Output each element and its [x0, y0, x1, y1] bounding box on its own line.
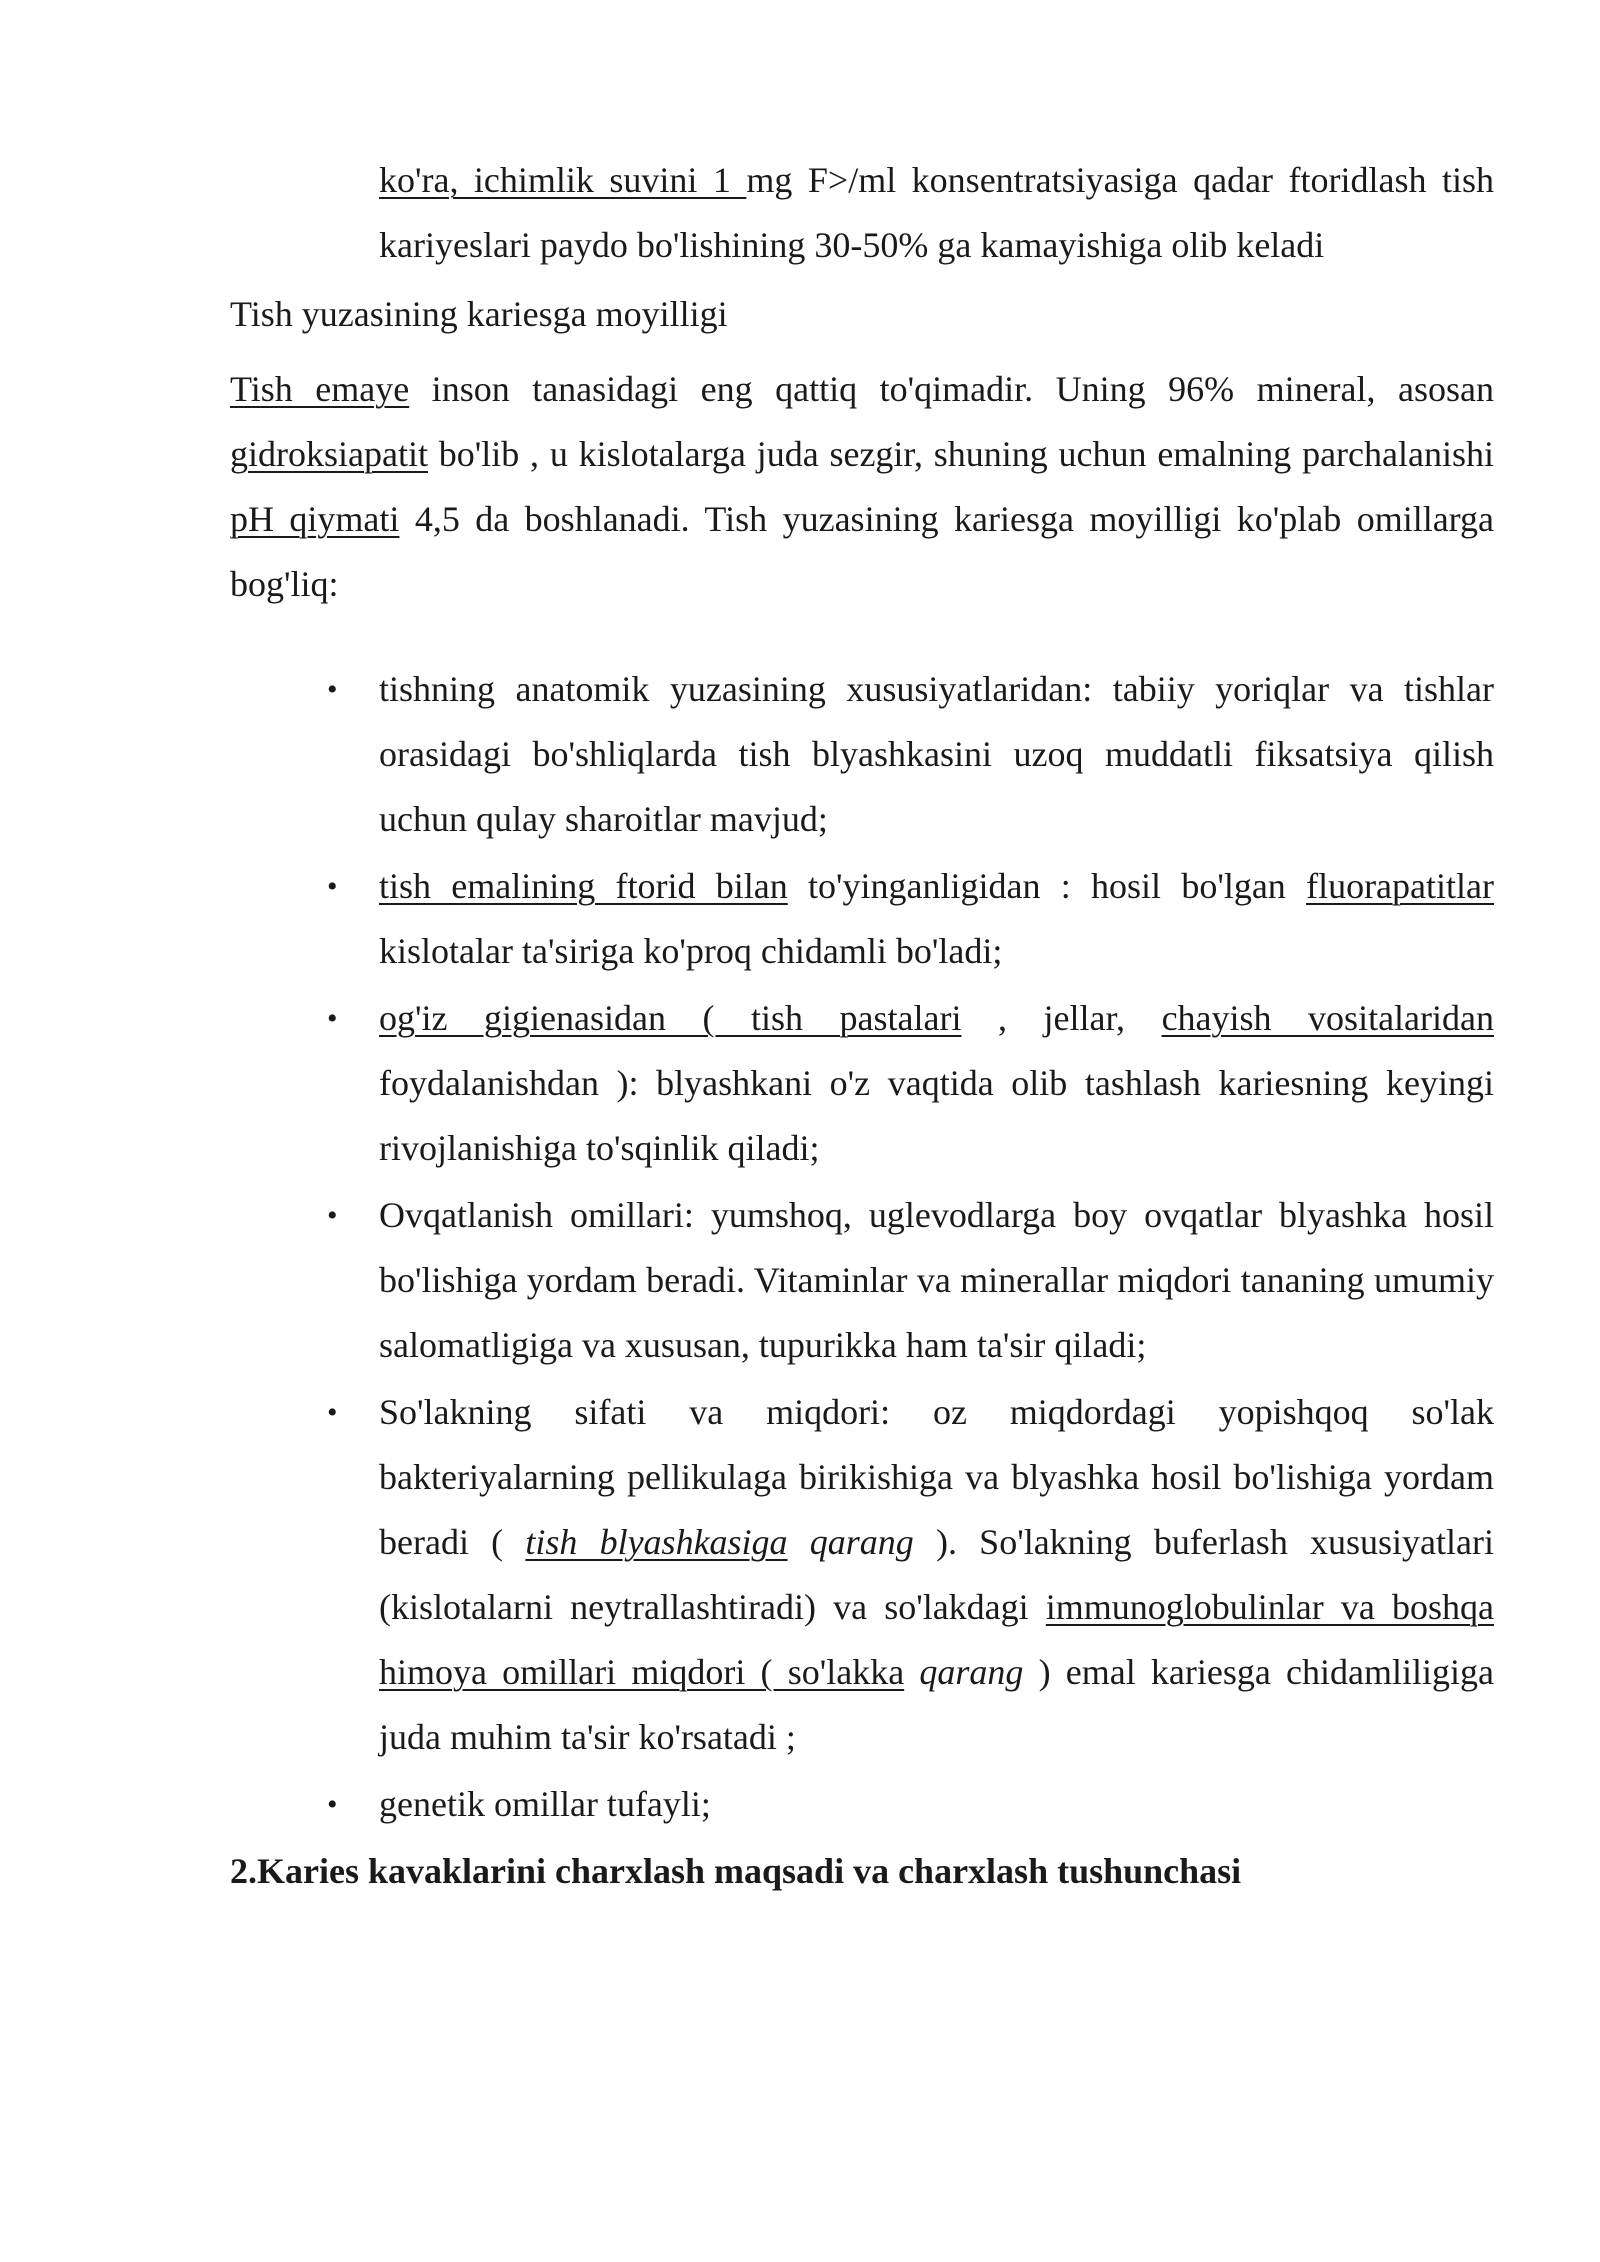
intro-text: mg F>/ml konsentratsiyasiga qadar ftoridlash tish kariyeslari paydo bo'lishining 30-50% ga kamayishiga olib keladi [379, 160, 1494, 265]
bullet-icon: • [327, 870, 338, 903]
list-item [230, 986, 1494, 1181]
list-item [230, 657, 1494, 852]
link-tish-emaye[interactable]: Tish emaye [230, 369, 410, 409]
subheading: Tish yuzasining kariesga moyilligi [230, 294, 728, 334]
list-item-text: genetik omillar tufayli; [379, 1784, 711, 1824]
section-heading: 2.Karies kavaklarini charxlash maqsadi va charxlash tushunchasi [230, 1851, 1242, 1891]
link-ph-qiymati[interactable]: pH qiymati [230, 499, 400, 539]
list-item-text: , jellar, [961, 998, 1162, 1038]
bullet-icon: • [327, 673, 338, 706]
list-item-text: So'lakning sifati va miqdori: oz miqdordagi yopishqoq so'lak bakteriyalarning pellikulaga birikishiga va blyashka hosil bo'lishiga yordam beradi ( [379, 1392, 1494, 1562]
bullet-icon: • [327, 1002, 338, 1035]
intro-paragraph [230, 148, 1494, 278]
link-tish-blyashkasi[interactable]: tish blyashkasiga [525, 1522, 788, 1562]
paragraph-text-3: 4,5 da boshlanadi. Tish yuzasining kariesga moyilligi ko'plab omillarga bog'liq: [230, 499, 1494, 604]
link-gidroksiapatit[interactable]: gidroksiapatit [230, 434, 428, 474]
document-page [230, 148, 1494, 1904]
list-item-text: Ovqatlanish omillari: yumshoq, uglevodlarga boy ovqatlar blyashka hosil bo'lishiga yordam beradi. Vitaminlar va minerallar miqdori tananing umumiy salomatligiga va xususan, tupurikka ham ta'sir qiladi; [379, 1195, 1494, 1365]
list-item-text: ) emal kariesga chidamliligiga juda muhim ta'sir ko'rsatadi ; [379, 1652, 1494, 1757]
list-item [230, 1772, 1494, 1837]
link-ogiz-gigienasi[interactable]: og'iz gigienasidan ( tish pastalari [379, 998, 962, 1038]
list-item [230, 1183, 1494, 1378]
factor-list [230, 657, 1494, 1837]
list-item [230, 1380, 1494, 1770]
link-chayish-vositalari[interactable]: chayish vositalaridan [1161, 998, 1494, 1038]
enamel-paragraph [230, 357, 1494, 617]
list-item-italic: qarang [904, 1652, 1024, 1692]
list-item-text: ). So'lakning buferlash xususiyatlari (kislotalarni neytrallashtiradi) va so'lakdagi [379, 1522, 1494, 1627]
paragraph-text-1: inson tanasidagi eng qattiq to'qimadir. Uning 96% mineral, asosan [409, 369, 1494, 409]
bullet-icon: • [327, 1788, 338, 1821]
link-immunoglobulinlar[interactable]: immunoglobulinlar va boshqa himoya omillari miqdori ( so'lakka [379, 1587, 1494, 1692]
list-item-text: kislotalar ta'siriga ko'proq chidamli bo'ladi; [379, 931, 1003, 971]
paragraph-text-2: bo'lib , u kislotalarga juda sezgir, shuning uchun emalning parchalanishi [427, 434, 1494, 474]
bullet-icon: • [327, 1199, 338, 1232]
list-item-text: foydalanishdan ): blyashkani o'z vaqtida olib tashlash kariesning keyingi rivojlanishiga to'sqinlik qiladi; [379, 1063, 1494, 1168]
list-item-text: tishning anatomik yuzasining xususiyatlaridan: tabiiy yoriqlar va tishlar orasidagi bo'shliqlarda tish blyashkasini uzoq muddatli fiksatsiya qilish uchun qulay sharoitlar mavjud; [379, 669, 1494, 839]
link-fluorapatitlar[interactable]: fluorapatitlar [1306, 866, 1494, 906]
list-item [230, 854, 1494, 984]
link-tish-emalining[interactable]: tish emalining ftorid bilan [379, 866, 788, 906]
intro-link[interactable]: ko'ra, ichimlik suvini 1 [379, 160, 747, 200]
list-item-text: to'yinganligidan : hosil bo'lgan [787, 866, 1307, 906]
list-item-italic: qarang [787, 1522, 914, 1562]
bullet-icon: • [327, 1396, 338, 1429]
